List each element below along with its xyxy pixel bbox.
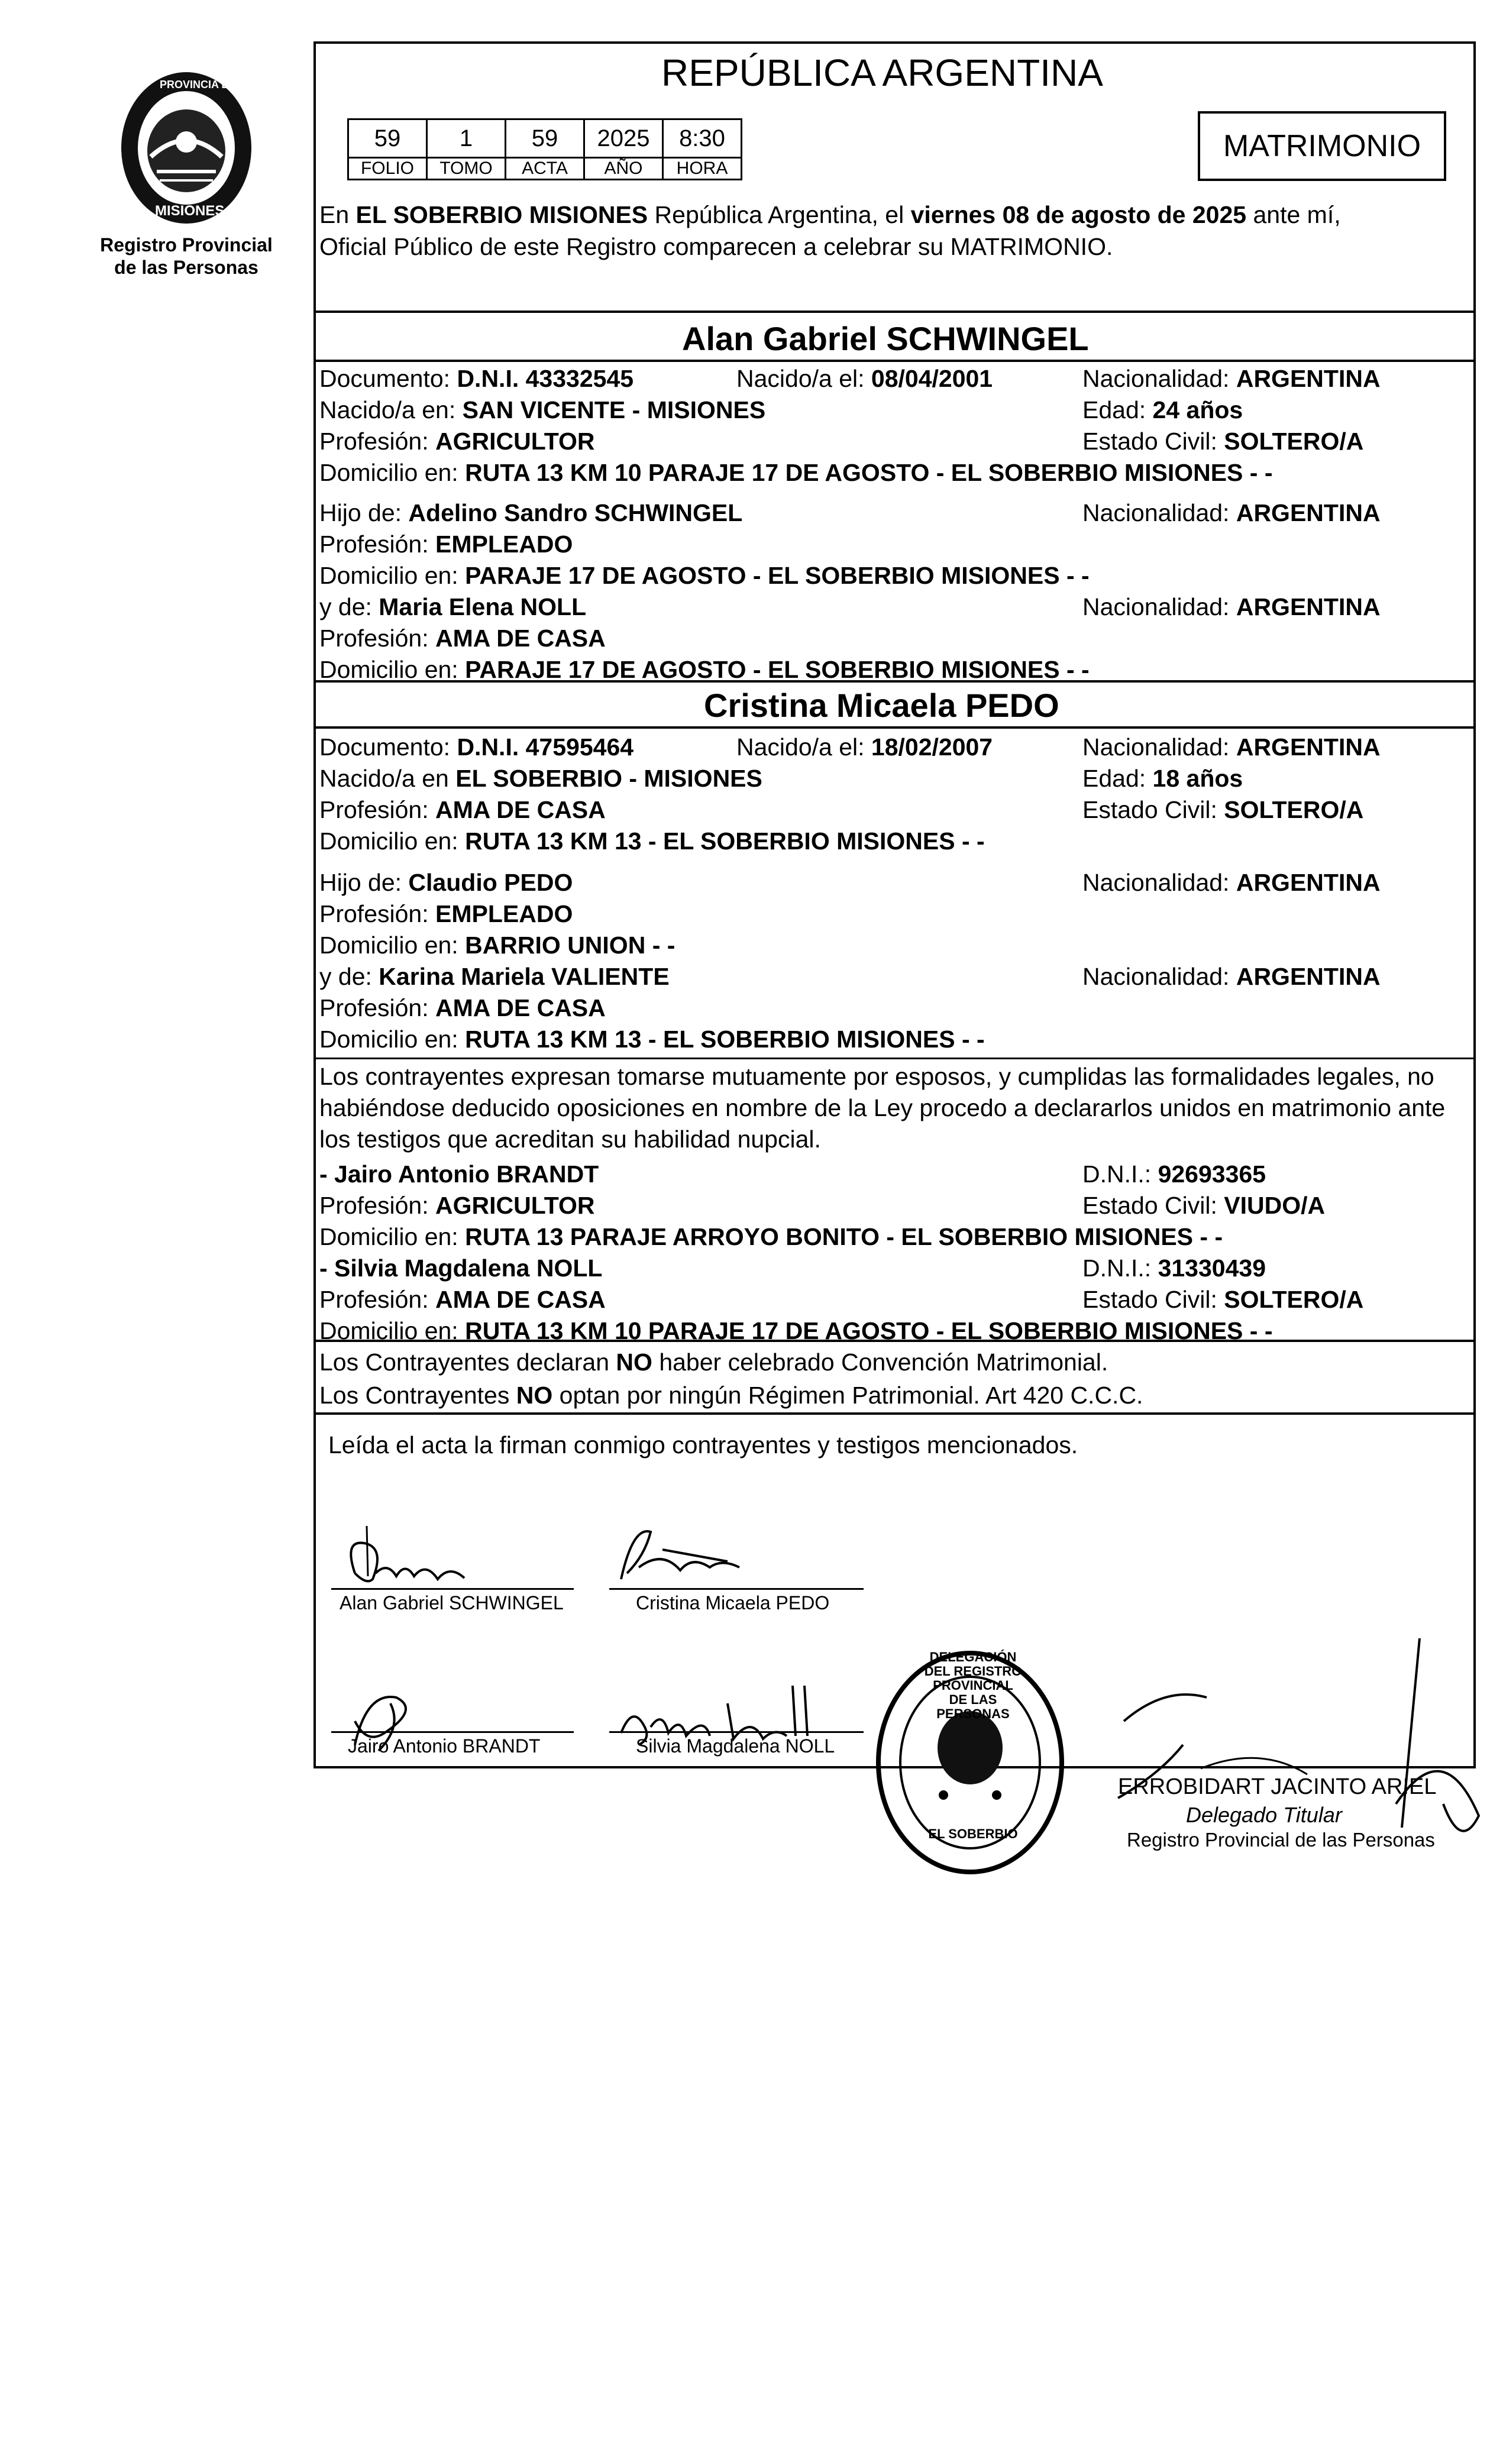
spouse2-father: Hijo de: Claudio PEDO	[319, 869, 573, 896]
spouse2-nacido-el: Nacido/a el: 18/02/2007	[736, 733, 993, 761]
emblem-top-text: PROVINCIA DE	[160, 79, 237, 90]
divider	[313, 311, 1476, 313]
signature-line-3	[331, 1731, 574, 1733]
seal-center-text: EL SOBERBIO	[928, 1826, 1018, 1841]
spouse1-mother-profesion: Profesión: AMA DE CASA	[319, 625, 606, 652]
spouse2-father-domicilio: Domicilio en: BARRIO UNION - -	[319, 932, 675, 959]
witness2-name: - Silvia Magdalena NOLL	[319, 1254, 603, 1282]
spouse2-mother-nacionalidad: Nacionalidad: ARGENTINA	[1082, 963, 1381, 990]
spouse1-mother-domicilio: Domicilio en: PARAJE 17 DE AGOSTO - EL SOBERBIO MISIONES - -	[319, 656, 1090, 683]
intro-line-1: En EL SOBERBIO MISIONES República Argentina, el viernes 08 de agosto de 2025 ante mí,	[319, 201, 1341, 228]
spouse2-nacionalidad: Nacionalidad: ARGENTINA	[1082, 733, 1381, 761]
spouse1-father-nacionalidad: Nacionalidad: ARGENTINA	[1082, 499, 1381, 526]
divider	[313, 360, 1476, 362]
spouse2-estado-civil: Estado Civil: SOLTERO/A	[1082, 796, 1364, 823]
spouse1-mother: y de: Maria Elena NOLL	[319, 593, 587, 620]
spouse1-father: Hijo de: Adelino Sandro SCHWINGEL	[319, 499, 743, 526]
spouse1-nacido-el: Nacido/a el: 08/04/2001	[736, 365, 993, 392]
spouse1-father-profesion: Profesión: EMPLEADO	[319, 531, 573, 558]
witness1-dni: D.N.I.: 92693365	[1082, 1160, 1266, 1188]
tomo-value: 1	[427, 119, 506, 158]
signature-line-1	[331, 1588, 574, 1590]
seal-ring-text: DELEGACIÓN DEL REGISTRO PROVINCIAL DE LAS PERSONAS	[924, 1650, 1022, 1721]
page-title: REPÚBLICA ARGENTINA	[661, 51, 1103, 94]
spouse2-mother-domicilio: Domicilio en: RUTA 13 KM 13 - EL SOBERBIO MISIONES - -	[319, 1026, 985, 1053]
witness2-domicilio: Domicilio en: RUTA 13 KM 10 PARAJE 17 DE AGOSTO - EL SOBERBIO MISIONES - -	[319, 1317, 1273, 1344]
official-name: ERROBIDART JACINTO ARIEL	[1118, 1774, 1437, 1799]
closing-text: Leída el acta la firman conmigo contrayentes y testigos mencionados.	[328, 1431, 1078, 1459]
tomo-label: TOMO	[427, 158, 506, 180]
witness1-name: - Jairo Antonio BRANDT	[319, 1160, 599, 1188]
signature-line-4	[609, 1731, 864, 1733]
spouse1-father-domicilio: Domicilio en: PARAJE 17 DE AGOSTO - EL SOBERBIO MISIONES - -	[319, 562, 1090, 589]
spouse1-mother-nacionalidad: Nacionalidad: ARGENTINA	[1082, 593, 1381, 620]
spouse2-father-nacionalidad: Nacionalidad: ARGENTINA	[1082, 869, 1381, 896]
divider	[313, 1058, 1476, 1059]
witness1-domicilio: Domicilio en: RUTA 13 PARAJE ARROYO BONITO - EL SOBERBIO MISIONES - -	[319, 1223, 1223, 1250]
spouse2-domicilio: Domicilio en: RUTA 13 KM 13 - EL SOBERBIO MISIONES - -	[319, 827, 985, 855]
declaration-line-1: Los contrayentes expresan tomarse mutuamente por esposos, y cumplidas las formalidades legales, no	[319, 1063, 1434, 1090]
spouse2-mother: y de: Karina Mariela VALIENTE	[319, 963, 670, 990]
spouse1-edad: Edad: 24 años	[1082, 396, 1243, 423]
spouse1-nacionalidad: Nacionalidad: ARGENTINA	[1082, 365, 1381, 392]
folio-value: 59	[348, 119, 427, 158]
record-table	[347, 118, 742, 180]
logo-caption-1: Registro Provincial	[100, 234, 273, 256]
witness2-profesion: Profesión: AMA DE CASA	[319, 1286, 606, 1313]
official-registry: Registro Provincial de las Personas	[1127, 1829, 1435, 1851]
signature-caption-3: Jairo Antonio BRANDT	[348, 1735, 541, 1757]
spouse2-father-profesion: Profesión: EMPLEADO	[319, 900, 573, 927]
spouse2-documento: Documento: D.N.I. 47595464	[319, 733, 634, 761]
spouse1-estado-civil: Estado Civil: SOLTERO/A	[1082, 428, 1364, 455]
emblem-bottom-text: MISIONES	[155, 203, 225, 219]
spouse2-nacido-en: Nacido/a en EL SOBERBIO - MISIONES	[319, 765, 762, 792]
spouse2-name: Cristina Micaela PEDO	[704, 687, 1059, 724]
spouse2-edad: Edad: 18 años	[1082, 765, 1243, 792]
witness2-dni: D.N.I.: 31330439	[1082, 1254, 1266, 1282]
spouse1-nacido-en: Nacido/a en: SAN VICENTE - MISIONES	[319, 396, 766, 423]
intro-line-2: Oficial Público de este Registro comparecen a celebrar su MATRIMONIO.	[319, 233, 1113, 260]
witness2-estado-civil: Estado Civil: SOLTERO/A	[1082, 1286, 1364, 1313]
ano-label: AÑO	[584, 158, 663, 180]
declaration-line-2: habiéndose deducido oposiciones en nombre de la Ley procedo a declararlos unidos en matrimonio ante	[319, 1094, 1446, 1121]
signature-caption-2: Cristina Micaela PEDO	[636, 1592, 830, 1613]
spouse2-mother-profesion: Profesión: AMA DE CASA	[319, 994, 606, 1021]
divider	[313, 726, 1476, 729]
spouse2-profesion: Profesión: AMA DE CASA	[319, 796, 606, 823]
declaration-line-3: los testigos que acreditan su habilidad nupcial.	[319, 1126, 821, 1153]
ano-value: 2025	[584, 119, 663, 158]
hora-value: 8:30	[663, 119, 742, 158]
convention-line-1: Los Contrayentes declaran NO haber celebrado Convención Matrimonial.	[319, 1349, 1108, 1376]
hora-label: HORA	[663, 158, 742, 180]
signature-1-icon	[331, 1502, 580, 1591]
logo-caption-2: de las Personas	[114, 257, 258, 278]
spouse1-domicilio: Domicilio en: RUTA 13 KM 10 PARAJE 17 DE AGOSTO - EL SOBERBIO MISIONES - -	[319, 459, 1273, 486]
acta-label: ACTA	[506, 158, 584, 180]
province-logo	[89, 68, 284, 228]
acta-value: 59	[506, 119, 584, 158]
folio-label: FOLIO	[348, 158, 427, 180]
doc-type-box: MATRIMONIO	[1198, 111, 1446, 181]
divider	[313, 1412, 1476, 1415]
spouse1-profesion: Profesión: AGRICULTOR	[319, 428, 595, 455]
official-title: Delegado Titular	[1186, 1803, 1342, 1827]
witness1-profesion: Profesión: AGRICULTOR	[319, 1192, 595, 1219]
witness1-estado-civil: Estado Civil: VIUDO/A	[1082, 1192, 1326, 1219]
signature-line-2	[609, 1588, 864, 1590]
signature-2-icon	[609, 1502, 864, 1591]
spouse1-name: Alan Gabriel SCHWINGEL	[682, 320, 1089, 357]
signature-caption-1: Alan Gabriel SCHWINGEL	[340, 1592, 564, 1613]
convention-line-2: Los Contrayentes NO optan por ningún Régimen Patrimonial. Art 420 C.C.C.	[319, 1382, 1143, 1409]
spouse1-documento: Documento: D.N.I. 43332545	[319, 365, 634, 392]
signature-caption-4: Silvia Magdalena NOLL	[636, 1735, 835, 1757]
